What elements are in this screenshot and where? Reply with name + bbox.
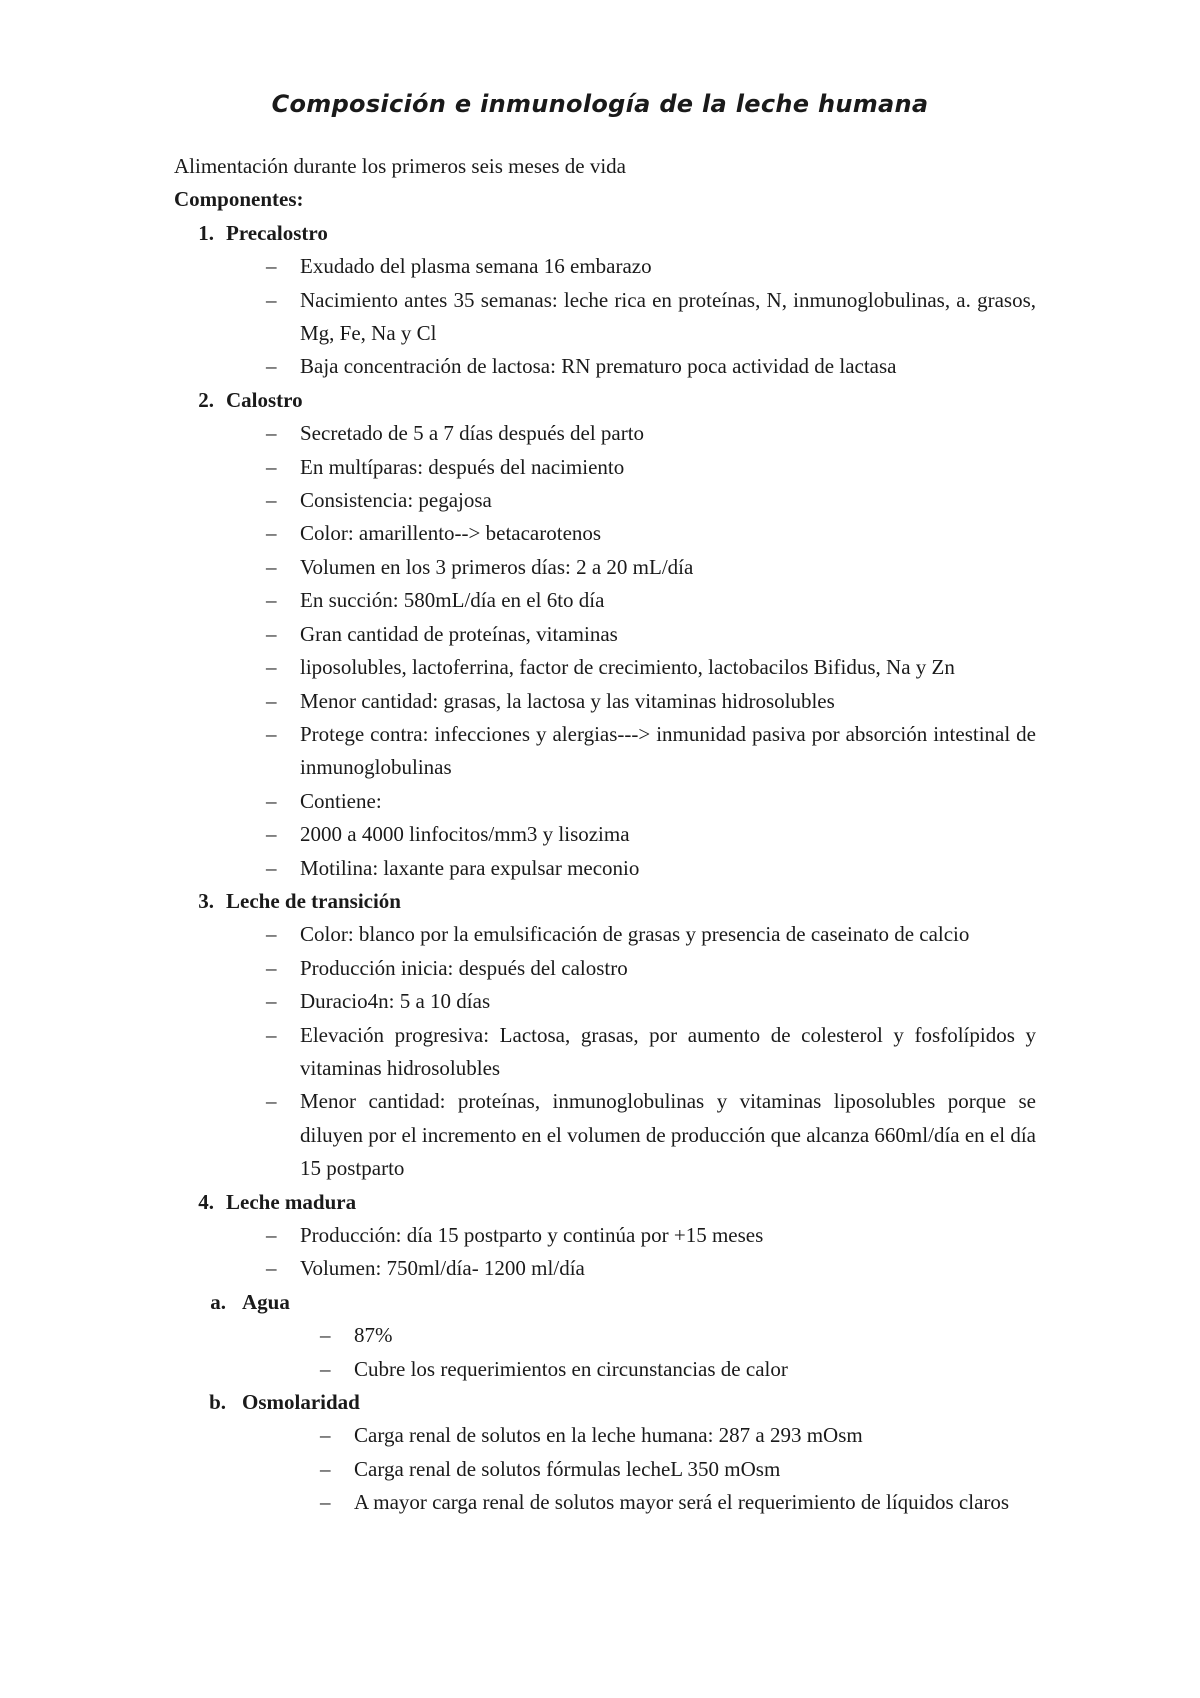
- bullet-text: Gran cantidad de proteínas, vitaminas: [300, 621, 618, 646]
- section-number: 3.: [198, 888, 214, 913]
- dash-bullet-icon: –: [266, 688, 277, 713]
- bullet-text: En succión: 580mL/día en el 6to día: [300, 588, 605, 613]
- section-item: [174, 217, 1036, 384]
- section-title: Leche de transición: [226, 888, 401, 913]
- dash-bullet-icon: –: [266, 721, 277, 746]
- bullet-list: [174, 1219, 1036, 1286]
- lettered-subsections: [174, 1286, 1036, 1520]
- section-heading: [174, 885, 1036, 918]
- components-heading: Componentes:: [174, 187, 304, 212]
- bullet-item: [174, 250, 1036, 283]
- dash-bullet-icon: –: [266, 922, 277, 947]
- bullet-text: liposolubles, lactoferrina, factor de crecimiento, lactobacilos Bifidus, Na y Zn: [300, 655, 955, 680]
- bullet-item: [174, 1353, 1036, 1386]
- subsection-title: Osmolaridad: [242, 1390, 360, 1415]
- bullet-list: [174, 250, 1036, 384]
- bullet-item: [174, 551, 1036, 584]
- bullet-text: Consistencia: pegajosa: [300, 488, 492, 513]
- dash-bullet-icon: –: [266, 521, 277, 546]
- dash-bullet-icon: –: [266, 554, 277, 579]
- bullet-list: [174, 918, 1036, 1185]
- bullet-list: [174, 417, 1036, 885]
- bullet-text: Exudado del plasma semana 16 embarazo: [300, 254, 652, 279]
- dash-bullet-icon: –: [266, 454, 277, 479]
- bullet-list: [174, 1319, 1036, 1386]
- bullet-text: 87%: [354, 1323, 393, 1348]
- bullet-text: Carga renal de solutos en la leche humana: 287 a 293 mOsm: [354, 1423, 863, 1448]
- bullet-text: Color: amarillento--> betacarotenos: [300, 521, 602, 546]
- section-title: Calostro: [226, 387, 303, 412]
- dash-bullet-icon: –: [266, 822, 277, 847]
- bullet-text: Producción inicia: después del calostro: [300, 955, 628, 980]
- dash-bullet-icon: –: [266, 989, 277, 1014]
- dash-bullet-icon: –: [266, 1223, 277, 1247]
- bullet-item: [174, 284, 1036, 351]
- bullet-item: [174, 618, 1036, 651]
- bullet-text: Protege contra: infecciones y alergias---> inmunidad pasiva por absorción intestinal de inmunoglobulinas: [300, 721, 1036, 780]
- dash-bullet-icon: –: [320, 1423, 331, 1448]
- bullet-item: [174, 517, 1036, 550]
- section-heading: [174, 217, 1036, 250]
- bullet-list: [174, 1419, 1036, 1519]
- bullet-item: [174, 584, 1036, 617]
- dash-bullet-icon: –: [266, 488, 277, 513]
- bullet-text: 2000 a 4000 linfocitos/mm3 y lisozima: [300, 822, 630, 847]
- numbered-sections: [174, 217, 1036, 1286]
- bullet-text: Color: blanco por la emulsificación de grasas y presencia de caseinato de calcio: [300, 922, 970, 947]
- bullet-item: [174, 1252, 1036, 1285]
- subsection-item: [174, 1386, 1036, 1520]
- document-title: Composición e inmunología de la leche humana: [271, 90, 929, 118]
- bullet-item: [174, 952, 1036, 985]
- dash-bullet-icon: –: [266, 421, 277, 446]
- bullet-text: A mayor carga renal de solutos mayor será el requerimiento de líquidos claros: [354, 1490, 1010, 1515]
- bullet-item: [174, 852, 1036, 885]
- bullet-item: [174, 685, 1036, 718]
- bullet-item: [174, 785, 1036, 818]
- bullet-text: Duracio4n: 5 a 10 días: [300, 989, 491, 1014]
- bullet-item: [174, 1486, 1036, 1519]
- bullet-item: [174, 350, 1036, 383]
- section-number: 2.: [198, 387, 214, 412]
- section-title: Precalostro: [226, 220, 328, 245]
- subsection-title: Agua: [242, 1289, 290, 1314]
- dash-bullet-icon: –: [320, 1456, 331, 1481]
- bullet-item: [174, 918, 1036, 951]
- section-number: 4.: [198, 1189, 214, 1214]
- bullet-item: [174, 1453, 1036, 1486]
- dash-bullet-icon: –: [266, 1089, 277, 1114]
- bullet-item: [174, 1419, 1036, 1452]
- subsection-letter: b.: [209, 1390, 226, 1415]
- dash-bullet-icon: –: [266, 788, 277, 813]
- section-item: [174, 1186, 1036, 1286]
- dash-bullet-icon: –: [266, 588, 277, 613]
- bullet-item: [174, 1019, 1036, 1086]
- dash-bullet-icon: –: [266, 254, 277, 279]
- bullet-text: Secretado de 5 a 7 días después del parto: [300, 421, 645, 446]
- subsection-heading: [174, 1286, 1036, 1319]
- subsection-item: [174, 1286, 1036, 1386]
- bullet-text: Elevación progresiva: Lactosa, grasas, por aumento de colesterol y fosfolípidos y vitaminas hidrosolubles: [300, 1022, 1036, 1080]
- dash-bullet-icon: –: [266, 1022, 277, 1047]
- bullet-item: [174, 1085, 1036, 1185]
- section-number: 1.: [198, 220, 214, 245]
- dash-bullet-icon: –: [320, 1490, 331, 1515]
- bullet-item: [174, 1319, 1036, 1352]
- dash-bullet-icon: –: [266, 287, 277, 312]
- dash-bullet-icon: –: [266, 1256, 277, 1281]
- subsection-heading: [174, 1386, 1036, 1419]
- bullet-item: [174, 718, 1036, 785]
- bullet-item: [174, 484, 1036, 517]
- bullet-item: [174, 818, 1036, 851]
- bullet-item: [174, 1219, 1036, 1252]
- bullet-item: [174, 985, 1036, 1018]
- bullet-text: Producción: día 15 postparto y continúa por +15 meses: [300, 1223, 764, 1247]
- dash-bullet-icon: –: [266, 955, 277, 980]
- section-heading: [174, 1186, 1036, 1219]
- section-title: Leche madura: [226, 1189, 357, 1214]
- subsection-letter: a.: [210, 1289, 226, 1314]
- section-item: [174, 384, 1036, 885]
- bullet-text: Cubre los requerimientos en circunstancias de calor: [354, 1356, 788, 1381]
- document-body: [174, 150, 1036, 1520]
- dash-bullet-icon: –: [266, 354, 277, 379]
- bullet-text: Volumen en los 3 primeros días: 2 a 20 mL/día: [300, 554, 694, 579]
- dash-bullet-icon: –: [266, 855, 277, 880]
- bullet-item: [174, 451, 1036, 484]
- bullet-text: Motilina: laxante para expulsar meconio: [300, 855, 640, 880]
- bullet-item: [174, 417, 1036, 450]
- section-item: [174, 885, 1036, 1186]
- bullet-text: Volumen: 750ml/día- 1200 ml/día: [300, 1256, 585, 1281]
- bullet-text: Menor cantidad: grasas, la lactosa y las vitaminas hidrosolubles: [300, 688, 835, 713]
- bullet-text: Carga renal de solutos fórmulas lecheL 350 mOsm: [354, 1456, 781, 1481]
- bullet-item: [174, 651, 1036, 684]
- dash-bullet-icon: –: [320, 1356, 331, 1381]
- bullet-text: Nacimiento antes 35 semanas: leche rica en proteínas, N, inmunoglobulinas, a. grasos, Mg, Fe, Na y Cl: [300, 287, 1036, 346]
- bullet-text: Contiene:: [300, 788, 382, 813]
- intro-line: Alimentación durante los primeros seis meses de vida: [174, 154, 626, 178]
- dash-bullet-icon: –: [266, 621, 277, 646]
- dash-bullet-icon: –: [320, 1323, 331, 1348]
- bullet-text: En multíparas: después del nacimiento: [300, 454, 625, 479]
- bullet-text: Baja concentración de lactosa: RN prematuro poca actividad de lactasa: [300, 354, 897, 379]
- section-heading: [174, 384, 1036, 417]
- dash-bullet-icon: –: [266, 655, 277, 680]
- bullet-text: Menor cantidad: proteínas, inmunoglobulinas y vitaminas liposolubles porque se diluyen por el incremento en el volumen de producción que alcanza 660ml/día en el día 15 postparto: [300, 1089, 1036, 1181]
